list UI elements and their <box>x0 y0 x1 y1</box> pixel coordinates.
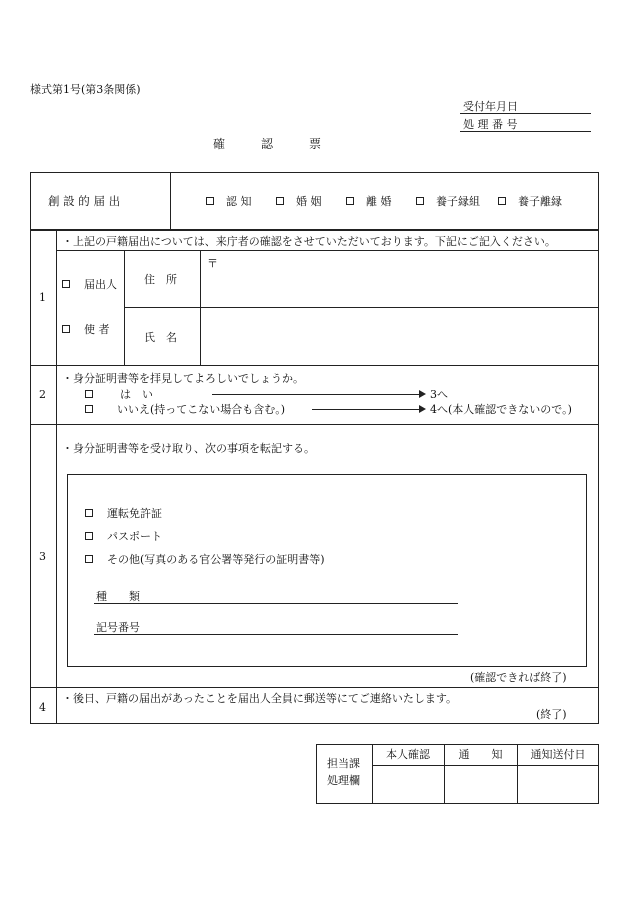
received-date-line[interactable] <box>460 113 591 114</box>
column-notification-date: 通知送付日 <box>530 748 586 761</box>
yes-target: 3へ <box>430 388 448 401</box>
checkbox-other-id[interactable] <box>85 555 93 563</box>
checkbox-drivers-license[interactable] <box>85 509 93 517</box>
option-acknowledgment: 認 知 <box>226 195 252 208</box>
checkbox-passport[interactable] <box>85 532 93 540</box>
received-date-label: 受付年月日 <box>463 100 518 113</box>
form-number-label: 様式第1号(第3条関係) <box>30 83 141 96</box>
arrow-line <box>212 394 422 395</box>
section-2-number: 2 <box>39 388 46 401</box>
id-transcription-box <box>67 474 587 667</box>
name-label: 氏 名 <box>144 331 177 344</box>
option-marriage: 婚 姻 <box>296 195 322 208</box>
checkbox-divorce[interactable] <box>346 197 354 205</box>
option-drivers-license: 運転免許証 <box>107 507 162 520</box>
office-label-line1: 担当課 <box>327 757 360 770</box>
checkbox-adoption[interactable] <box>416 197 424 205</box>
row-divider <box>56 250 599 251</box>
checkbox-yes[interactable] <box>85 390 93 398</box>
option-other-id: その他(写真のある官公署等発行の証明書等) <box>107 553 325 566</box>
no-target: 4へ(本人確認できないので。) <box>430 403 572 416</box>
row-divider <box>30 687 599 688</box>
office-label-line2: 処理欄 <box>327 774 360 787</box>
checkbox-applicant[interactable] <box>62 280 70 288</box>
option-dissolution: 養子離縁 <box>518 195 562 208</box>
postal-mark: 〒 <box>207 257 218 270</box>
section-1-number: 1 <box>39 291 46 304</box>
kind-field[interactable] <box>94 603 458 604</box>
column-identity-check: 本人確認 <box>386 748 430 761</box>
applicant-label: 届出人 <box>84 278 117 291</box>
id-number-label: 記号番号 <box>96 621 140 634</box>
section-1-instruction: ・上記の戸籍届出については、来庁者の確認をさせていただいております。下記にご記入ください。 <box>62 235 556 248</box>
section-4-number: 4 <box>39 701 46 714</box>
messenger-label: 使 者 <box>84 323 110 336</box>
processing-number-line[interactable] <box>460 131 591 132</box>
processing-number-label: 処 理 番 号 <box>463 118 518 131</box>
arrow-head-icon <box>419 405 426 413</box>
row-divider <box>124 307 599 308</box>
section-4-end-note: (終了) <box>536 708 567 721</box>
row-divider <box>30 365 599 366</box>
kind-label: 種 類 <box>96 590 140 603</box>
divider <box>170 172 171 230</box>
checkbox-dissolution[interactable] <box>498 197 506 205</box>
checkbox-acknowledgment[interactable] <box>206 197 214 205</box>
address-label: 住 所 <box>144 273 177 286</box>
option-passport: パスポート <box>107 530 162 543</box>
option-divorce: 離 婚 <box>366 195 392 208</box>
notification-date-cell[interactable] <box>518 766 598 803</box>
identity-check-cell[interactable] <box>373 766 443 803</box>
yes-label: は い <box>120 388 153 401</box>
checkbox-messenger[interactable] <box>62 325 70 333</box>
id-number-field[interactable] <box>94 634 458 635</box>
section-4-text: ・後日、戸籍の届出があったことを届出人全員に郵送等にてご連絡いたします。 <box>62 692 458 705</box>
page-title: 確 認 票 <box>213 137 322 151</box>
notification-cell[interactable] <box>445 766 516 803</box>
option-adoption: 養子縁組 <box>436 195 480 208</box>
row-divider <box>30 424 599 425</box>
section-3-instruction: ・身分証明書等を受け取り、次の事項を転記する。 <box>62 442 315 455</box>
checkbox-marriage[interactable] <box>276 197 284 205</box>
section-2-question: ・身分証明書等を拝見してよろしいでしょうか。 <box>62 372 304 385</box>
arrow-head-icon <box>419 390 426 398</box>
checkbox-no[interactable] <box>85 405 93 413</box>
name-field[interactable] <box>204 310 596 362</box>
no-label: いいえ(持ってこない場合も含む。) <box>117 403 286 416</box>
address-field[interactable] <box>220 252 595 304</box>
column-notification: 通 知 <box>458 748 503 761</box>
notification-label: 創 設 的 届 出 <box>48 194 121 208</box>
number-column-divider <box>56 230 57 724</box>
section-3-end-note: (確認できれば終了) <box>470 671 567 684</box>
arrow-line <box>312 409 422 410</box>
section-3-number: 3 <box>39 550 46 563</box>
